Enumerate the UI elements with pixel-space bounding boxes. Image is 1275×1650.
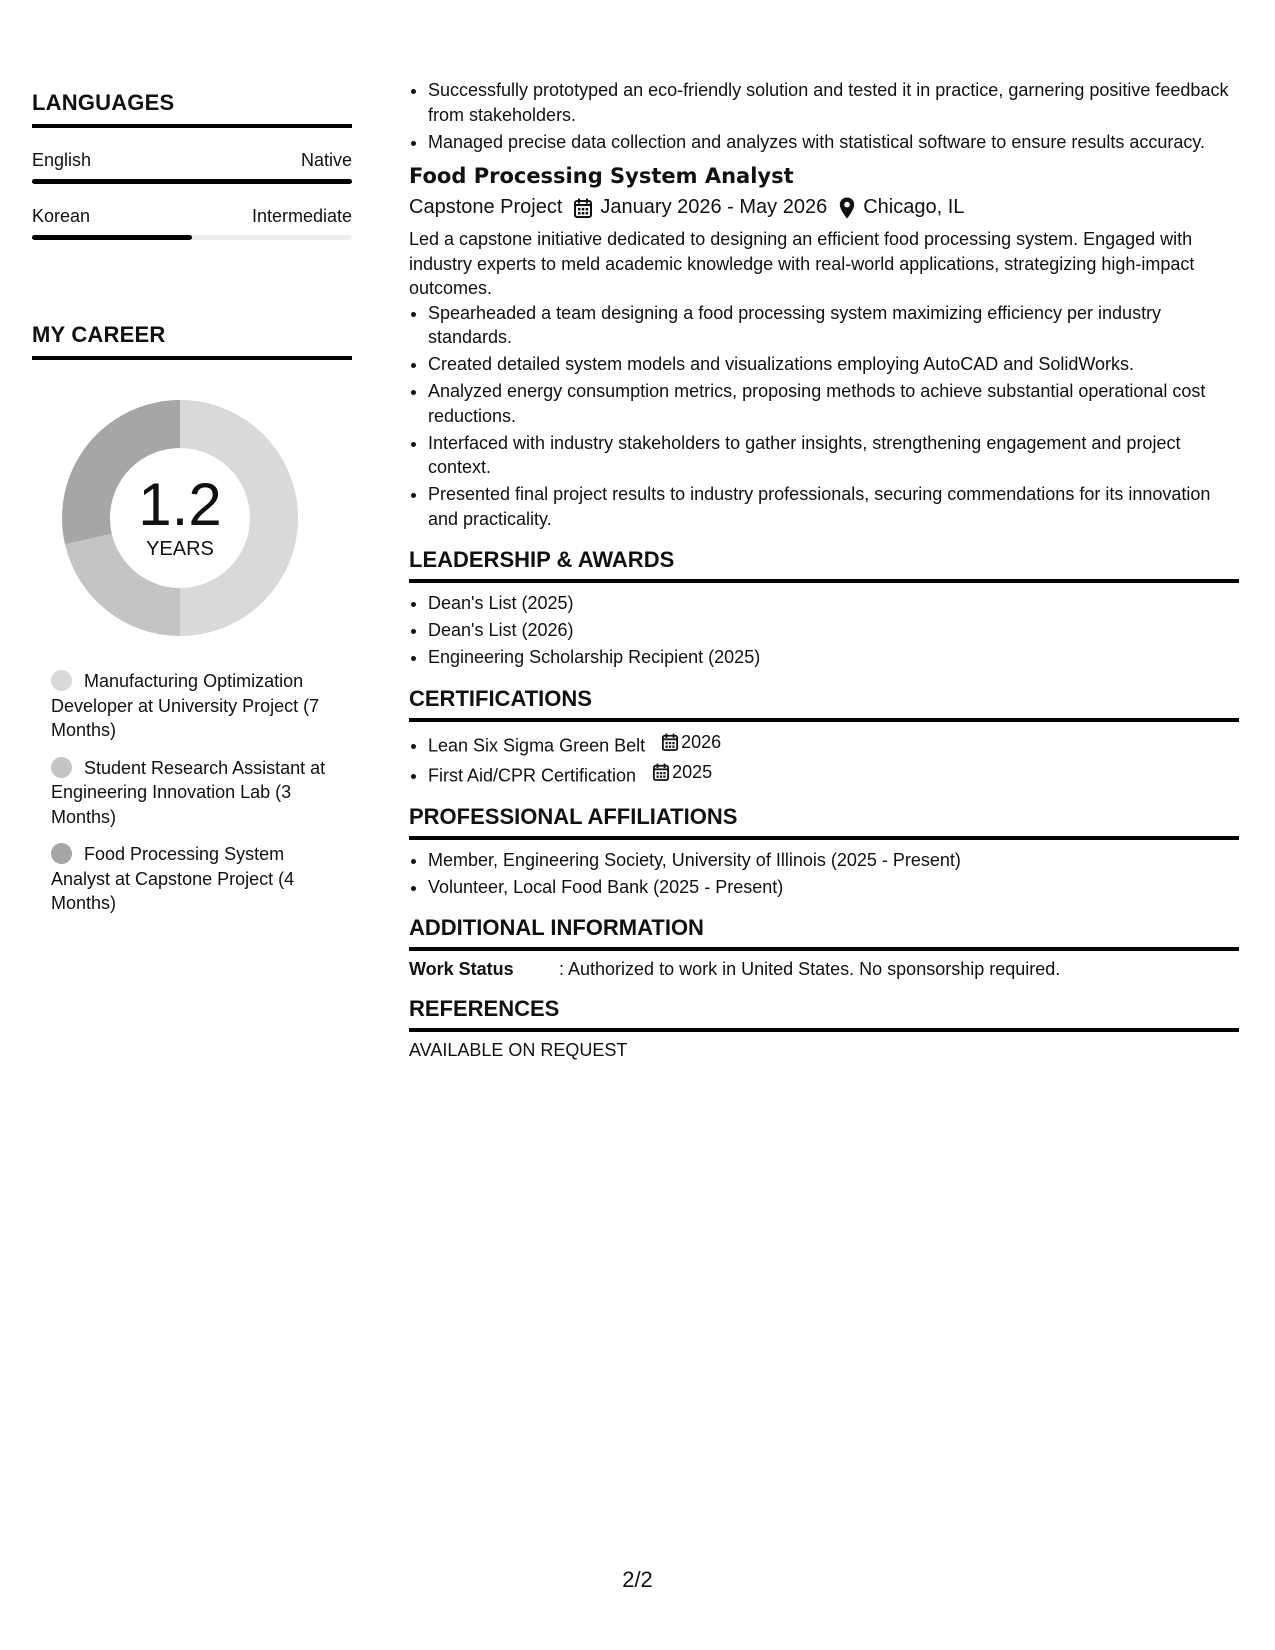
affiliations-list [409, 848, 1239, 900]
certification-item [428, 730, 1239, 758]
affiliation-item: • Volunteer, Local Food Bank (2025 - Present) [428, 875, 1239, 900]
calendar-icon [662, 733, 678, 751]
calendar-icon [574, 198, 592, 218]
career-legend [32, 669, 331, 916]
legend-dot [51, 757, 72, 778]
certifications-list [409, 730, 1239, 788]
career-donut-chart [55, 393, 305, 643]
job-description: Led a capstone initiative dedicated to designing an efficient food processing system. Engaged with industry experts to meld academic knowledge with real-world applications, strategizing high-impact outcomes. [409, 229, 1195, 298]
references-text: AVAILABLE ON REQUEST [409, 1040, 628, 1060]
job-location: Chicago, IL [863, 196, 965, 218]
bullet-item: • Successfully prototyped an eco-friendly solution and tested it in practice, garnering positive feedback from stakeholders. [428, 78, 1239, 127]
page-number: 2/2 [622, 1567, 653, 1592]
work-status-row [409, 959, 1239, 980]
sidebar [32, 90, 352, 929]
previous-job-bullets [409, 78, 1239, 154]
job-dates: January 2026 - May 2026 [600, 196, 828, 218]
work-status-label: Work Status [409, 959, 514, 979]
language-level: Native [300, 150, 352, 170]
language-name: English [32, 150, 92, 170]
career-legend-item [51, 842, 331, 916]
map-pin-icon [839, 197, 855, 219]
legend-dot [51, 670, 72, 691]
certification-year: 2026 [681, 731, 722, 752]
work-status-value: : Authorized to work in United States. No sponsorship required. [559, 959, 1061, 979]
certification-name: Lean Six Sigma Green Belt [428, 734, 646, 755]
language-name: Korean [32, 206, 91, 226]
leadership-heading: LEADERSHIP & AWARDS [409, 547, 1239, 583]
main-content [409, 78, 1239, 1061]
job-title: Food Processing System Analyst [409, 164, 794, 188]
career-total-value: 1.2 [138, 470, 222, 538]
job-bullets [409, 301, 1239, 532]
language-proficiency-fill [32, 235, 192, 240]
bullet-item: • Interfaced with industry stakeholders to gather insights, strengthening engagement and project context. [428, 431, 1239, 480]
certification-year: 2025 [672, 761, 713, 782]
job-meta [409, 196, 1239, 219]
leadership-list [409, 591, 1239, 670]
career-legend-item [51, 756, 331, 830]
language-proficiency-bar [32, 179, 352, 184]
bullet-item: • Managed precise data collection and analyzes with statistical software to ensure results accuracy. [428, 130, 1239, 155]
calendar-icon [653, 763, 669, 781]
legend-dot [51, 843, 72, 864]
bullet-item: • Analyzed energy consumption metrics, proposing methods to achieve substantial operational cost reductions. [428, 379, 1239, 428]
languages-heading: LANGUAGES [32, 90, 352, 128]
language-item [32, 206, 352, 240]
language-level: Intermediate [251, 206, 352, 226]
bullet-item: • Created detailed system models and visualizations employing AutoCAD and SolidWorks. [428, 352, 1239, 377]
award-item: • Dean's List (2025) [428, 591, 1239, 616]
language-proficiency-bar [32, 235, 352, 240]
certification-item [428, 760, 1239, 788]
bullet-item: • Presented final project results to industry professionals, securing commendations for its innovation and practicality. [428, 482, 1239, 531]
career-heading: MY CAREER [32, 322, 352, 360]
career-total-unit: YEARS [146, 537, 214, 560]
language-item [32, 150, 352, 184]
bullet-item: • Spearheaded a team designing a food processing system maximizing efficiency per industry standards. [428, 301, 1239, 350]
certification-name: First Aid/CPR Certification [428, 765, 637, 785]
certifications-heading: CERTIFICATIONS [409, 686, 1239, 722]
job-entry [409, 164, 1239, 531]
affiliation-item: • Member, Engineering Society, University of Illinois (2025 - Present) [428, 848, 1239, 873]
career-entry-label: Student Research Assistant at Engineering Innovation Lab (3 Months) [51, 757, 326, 827]
award-item: • Dean's List (2026) [428, 618, 1239, 643]
career-entry-label: Manufacturing Optimization Developer at University Project (7 Months) [51, 671, 320, 740]
references-heading: REFERENCES [409, 996, 1239, 1032]
additional-info-heading: ADDITIONAL INFORMATION [409, 915, 1239, 951]
job-organization: Capstone Project [409, 196, 563, 218]
career-entry-label: Food Processing System Analyst at Capstone Project (4 Months) [51, 844, 295, 913]
language-proficiency-fill [32, 179, 352, 184]
career-legend-item [51, 669, 331, 743]
affiliations-heading: PROFESSIONAL AFFILIATIONS [409, 804, 1239, 840]
award-item: • Engineering Scholarship Recipient (2025) [428, 645, 1239, 670]
